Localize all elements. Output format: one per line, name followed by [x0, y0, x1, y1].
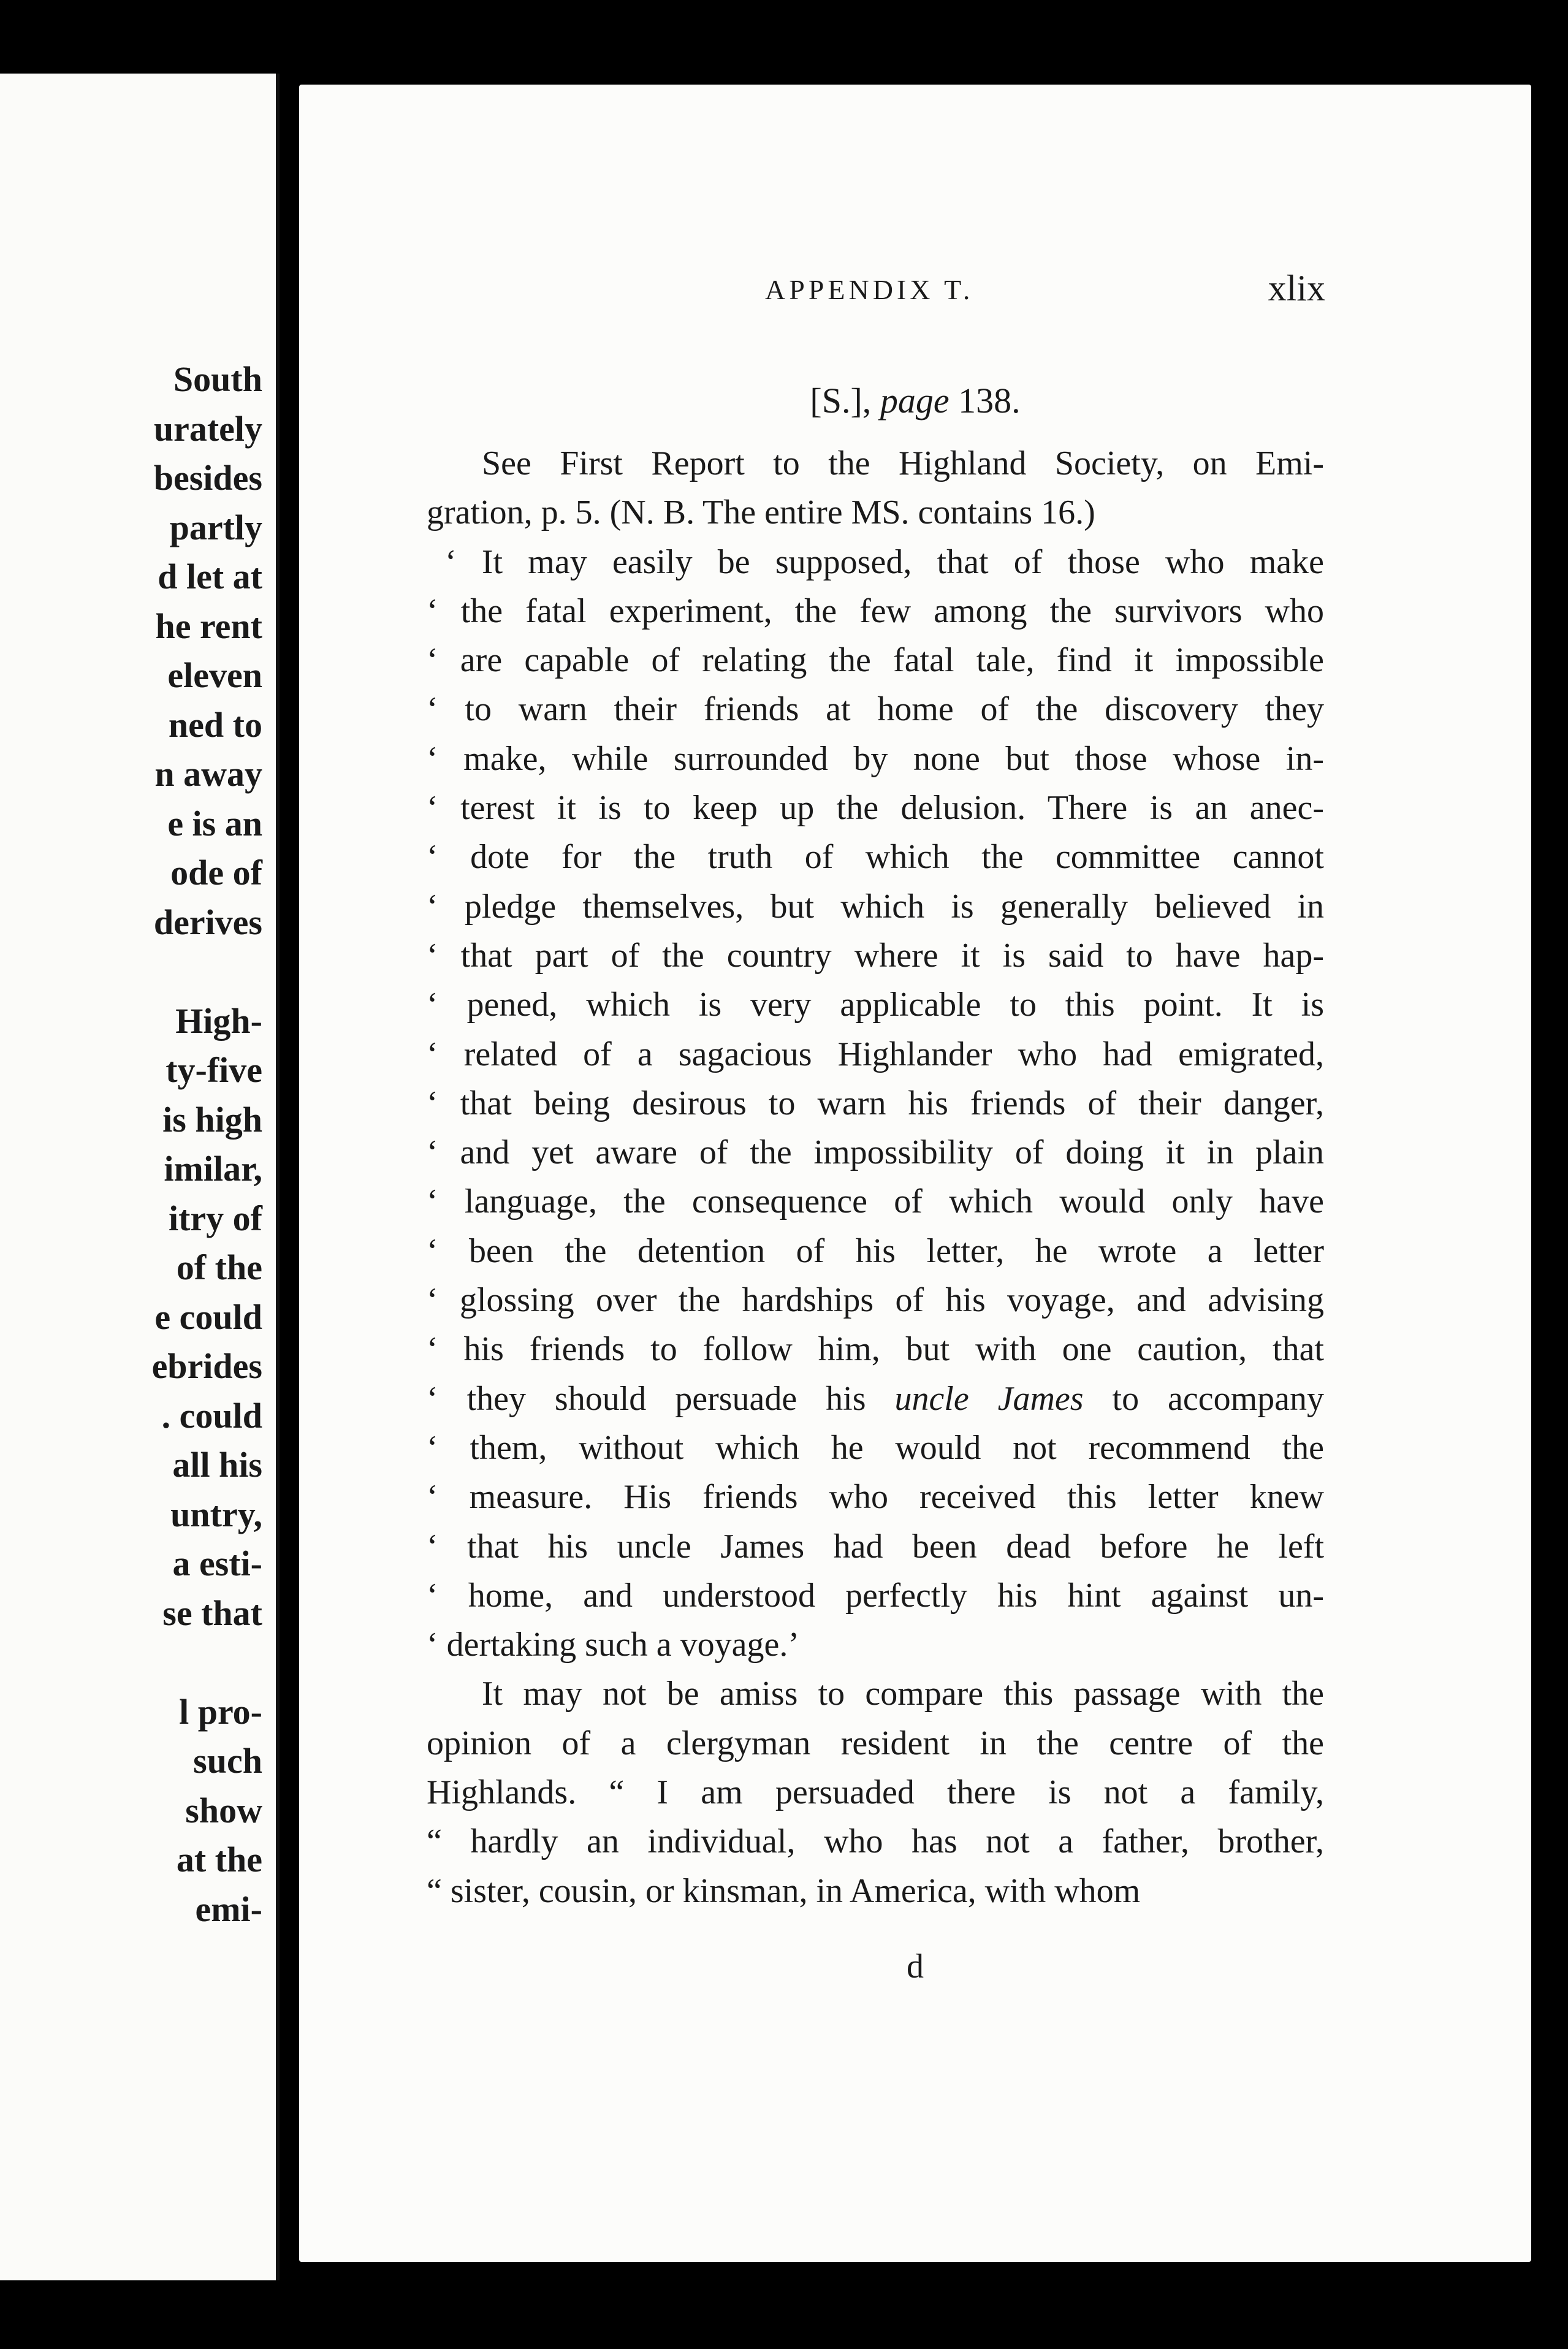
text-line: ‘ related of a sagacious Highlander who had emigrated,: [427, 1035, 1324, 1073]
text-line: ‘ and yet aware of the impossibility of doing it in plain: [427, 1133, 1324, 1172]
left-page-line: e is an: [167, 803, 262, 843]
left-page-line: emi-: [195, 1889, 262, 1929]
section-page-number: 138.: [958, 381, 1021, 421]
left-page-line: d let at: [158, 557, 262, 596]
left-page-line: ty-five: [166, 1050, 262, 1090]
left-page-line: untry,: [170, 1494, 262, 1534]
text-line: ‘ dote for the truth of which the committee cannot: [427, 838, 1324, 877]
text-line: ‘ to warn their friends at home of the discovery they: [427, 690, 1324, 729]
left-page-line: imilar,: [164, 1149, 262, 1189]
text-line: ‘ It may easily be supposed, that of those who make: [445, 543, 1324, 581]
text-line: ‘ them, without which he would not recommend the: [427, 1428, 1324, 1467]
left-page-line: all his: [172, 1445, 262, 1485]
left-page-line: at the: [176, 1840, 262, 1879]
text-line: ‘ terest it is to keep up the delusion. There is an anec-: [427, 789, 1324, 828]
left-page-line: urately: [153, 408, 262, 449]
signature-mark: d: [907, 1947, 924, 1985]
left-page-line: such: [193, 1741, 262, 1781]
text-line: It may not be amiss to compare this passage with the: [482, 1675, 1324, 1713]
text-line: opinion of a clergyman resident in the centre of the: [427, 1724, 1324, 1762]
page-header: [299, 267, 1531, 316]
left-page-line: is high: [162, 1099, 262, 1140]
text-line: ‘ are capable of relating the fatal tale, find it impossible: [427, 641, 1324, 680]
left-page-line: se that: [162, 1593, 262, 1633]
left-page-line: ebrides: [151, 1346, 262, 1386]
text-line: ‘ that his uncle James had been dead before he left: [427, 1527, 1324, 1566]
running-head: APPENDIX T.: [765, 274, 974, 305]
folio-page-number: xlix: [1268, 268, 1325, 308]
section-bracket: [S.],: [810, 381, 872, 421]
left-page-line: derives: [153, 902, 262, 942]
text-line: gration, p. 5. (N. B. The entire MS. contains 16.): [427, 493, 1095, 532]
text-line: ‘ they should persuade his uncle James to accompany: [427, 1379, 1324, 1418]
left-page-line: South: [173, 359, 262, 399]
text-line: “ hardly an individual, who has not a father, brother,: [427, 1822, 1324, 1861]
text-line: See First Report to the Highland Society, on Emi-: [482, 444, 1324, 482]
left-page-line: n away: [154, 754, 262, 794]
text-line: “ sister, cousin, or kinsman, in America, with whom: [427, 1871, 1141, 1910]
body-text: [427, 439, 1324, 1916]
text-line: ‘ the fatal experiment, the few among the survivors who: [427, 592, 1324, 630]
section-page-word: page: [880, 381, 950, 421]
left-page-line: ned to: [168, 704, 262, 745]
text-line: ‘ make, while surrounded by none but those whose in-: [427, 739, 1324, 778]
text-line: ‘ pened, which is very applicable to this point. It is: [427, 986, 1324, 1024]
text-line: ‘ home, and understood perfectly his hint against un-: [427, 1576, 1324, 1615]
facing-page-left: [0, 74, 280, 2280]
left-page-line: a esti-: [172, 1544, 262, 1583]
text-line: ‘ been the detention of his letter, he wrote a letter: [427, 1232, 1324, 1270]
left-page-line: . could: [161, 1395, 262, 1436]
left-page-line: l pro-: [179, 1691, 262, 1732]
left-page-line: of the: [176, 1247, 262, 1287]
text-line: ‘ measure. His friends who received this letter knew: [427, 1478, 1324, 1517]
left-page-line: High-: [175, 1000, 262, 1041]
left-page-line: he rent: [155, 606, 262, 646]
text-line: ‘ that part of the country where it is said to have hap-: [427, 936, 1324, 975]
italic-name: uncle James: [894, 1379, 1084, 1418]
text-line: ‘ his friends to follow him, but with one caution, that: [427, 1330, 1324, 1369]
text-line: ‘ glossing over the hardships of his voyage, and advising: [427, 1281, 1324, 1320]
text-line: ‘ that being desirous to warn his friends of their danger,: [427, 1084, 1324, 1122]
text-line: ‘ dertaking such a voyage.’: [427, 1626, 799, 1664]
text-line: ‘ language, the consequence of which would only have: [427, 1182, 1324, 1221]
section-heading: [299, 380, 1531, 421]
left-page-line: partly: [169, 507, 262, 547]
left-page-line: ode of: [170, 853, 262, 893]
left-page-line: show: [185, 1790, 262, 1830]
left-page-line: besides: [153, 458, 262, 498]
left-page-line: itry of: [169, 1198, 262, 1238]
left-page-line: eleven: [167, 655, 262, 695]
text-line: ‘ pledge themselves, but which is generally believed in: [427, 887, 1324, 926]
text-line: Highlands. “ I am persuaded there is not a family,: [427, 1773, 1324, 1812]
page-right: [299, 85, 1531, 2262]
left-page-line: e could: [154, 1296, 262, 1337]
